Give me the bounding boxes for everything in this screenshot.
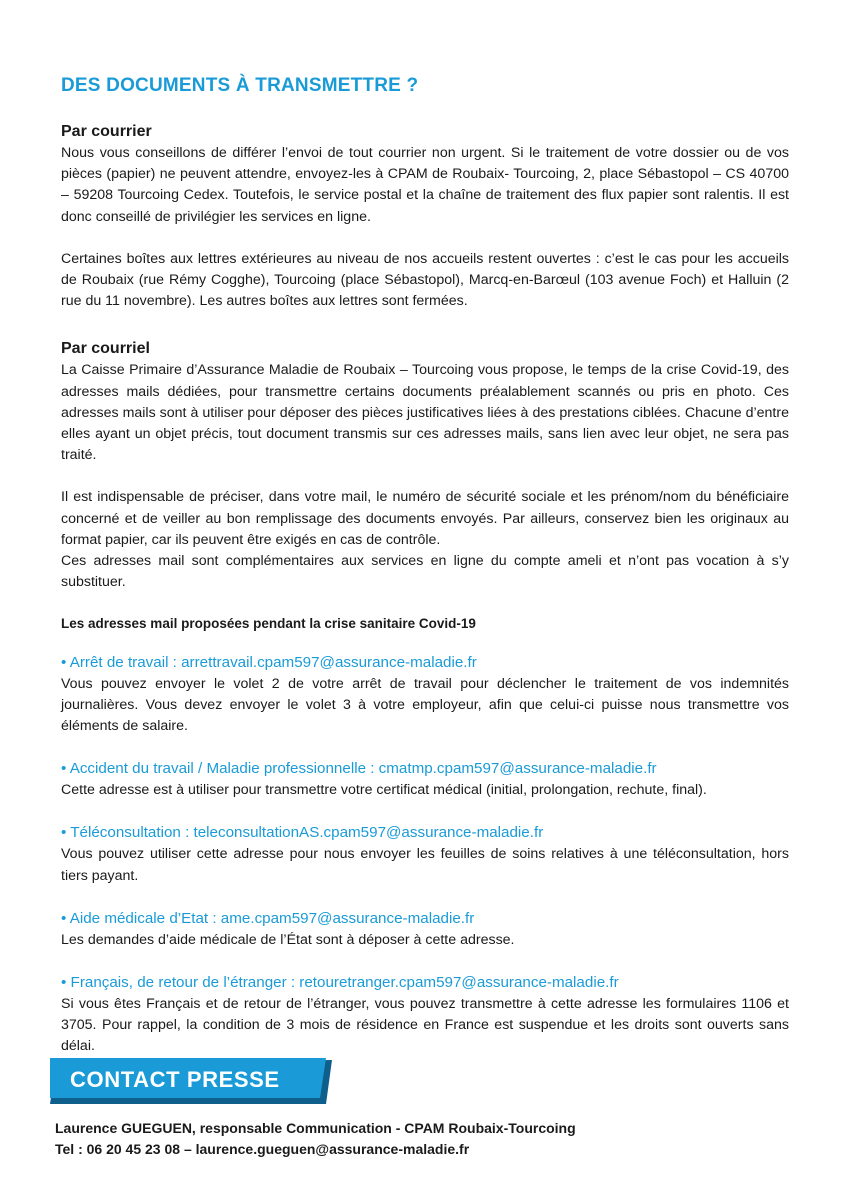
address-title[interactable]: • Arrêt de travail : arrettravail.cpam597@assurance-maladie.fr	[61, 653, 477, 671]
address-text: Si vous êtes Français et de retour de l’étranger, vous pouvez transmettre à cette adresse les formulaires 1106 et 3705. Pour rappel, la condition de 3 mois de résidence en France est suspendue et les droits sont ouverts sans délai.	[61, 996, 789, 1055]
courrier-heading: Par courrier	[61, 123, 152, 140]
address-title[interactable]: • Accident du travail / Maladie professionnelle : cmatmp.cpam597@assurance-maladie.fr	[61, 760, 657, 778]
courriel-paragraph: Ces adresses mail sont complémentaires aux services en ligne du compte ameli et n’ont pas vocation à s’y substituer.	[61, 553, 789, 591]
courrier-paragraph: Nous vous conseillons de différer l’envoi de tout courrier non urgent. Si le traitement de votre dossier ou de vos pièces (papier) ne peuvent attendre, envoyez-les à CPAM de Roubaix- Tourcoing, 2, place Sébastopol – CS 40700 – 59208 Tourcoing Cedex. Toutefois, le service postal et la chaîne de traitement des flux papier sont ralentis. Il est donc conseillé de privilégier les services en ligne.	[61, 145, 789, 225]
page-title: DES DOCUMENTS À TRANSMETTRE ?	[61, 75, 419, 96]
courriel-paragraph: Il est indispensable de préciser, dans votre mail, le numéro de sécurité sociale et les prénom/nom du bénéficiaire concerné et de veiller au bon remplissage des documents envoyés. Par ailleurs, conservez bien les originaux au format papier, car ils peuvent être exigés en cas de contrôle.	[61, 489, 789, 548]
contact-name: Laurence GUEGUEN, responsable Communication - CPAM Roubaix-Tourcoing	[55, 1120, 576, 1136]
address-text: Vous pouvez envoyer le volet 2 de votre arrêt de travail pour déclencher le traitement de vos indemnités journalières. Vous devez envoyer le volet 3 à votre employeur, afin que celui-ci puisse nous transmettre vos éléments de salaire.	[61, 675, 789, 735]
courrier-paragraph: Certaines boîtes aux lettres extérieures au niveau de nos accueils restent ouvertes : c’est le cas pour les accueils de Roubaix (rue Rémy Cogghe), Tourcoing (place Sébastopol), Marcq-en-Barœul (103 avenue Foch) et Halluin (2 rue du 11 novembre). Les autres boîtes aux lettres sont fermées.	[61, 250, 789, 310]
address-block	[61, 972, 789, 1058]
address-block	[61, 758, 789, 801]
address-text: Cette adresse est à utiliser pour transmettre votre certificat médical (initial, prolongation, rechute, final).	[61, 782, 707, 799]
contact-details[interactable]: Tel : 06 20 45 23 08 – laurence.gueguen@assurance-maladie.fr	[55, 1141, 470, 1157]
address-text: Les demandes d’aide médicale de l’État sont à déposer à cette adresse.	[61, 931, 515, 948]
courriel-paragraph: La Caisse Primaire d’Assurance Maladie de Roubaix – Tourcoing vous propose, le temps de la crise Covid-19, des adresses mails dédiées, pour transmettre certains documents préalablement scannés ou pris en photo. Ces adresses mails sont à utiliser pour déposer des pièces justificatives liées à des prestations ciblées. Chacune d’entre elles ayant un objet précis, tout document transmis sur ces adresses mails, sans lien avec leur objet, ne sera pas traité.	[61, 362, 789, 464]
address-title[interactable]: • Téléconsultation : teleconsultationAS.cpam597@assurance-maladie.fr	[61, 824, 544, 842]
address-block	[61, 908, 789, 951]
addresses-title: Les adresses mail proposées pendant la crise sanitaire Covid-19	[61, 616, 476, 632]
contact-banner-label: CONTACT PRESSE	[70, 1067, 280, 1092]
address-title[interactable]: • Aide médicale d’Etat : ame.cpam597@assurance-maladie.fr	[61, 909, 475, 927]
address-block	[61, 822, 789, 886]
address-title[interactable]: • Français, de retour de l’étranger : retouretranger.cpam597@assurance-maladie.fr	[61, 974, 619, 992]
main-content	[61, 121, 789, 1058]
courriel-heading: Par courriel	[61, 340, 150, 358]
address-text: Vous pouvez utiliser cette adresse pour nous envoyer les feuilles de soins relatives à une téléconsultation, hors tiers payant.	[61, 846, 789, 884]
contact-banner	[50, 1058, 332, 1104]
contact-info	[55, 1118, 576, 1160]
address-block	[61, 652, 789, 738]
